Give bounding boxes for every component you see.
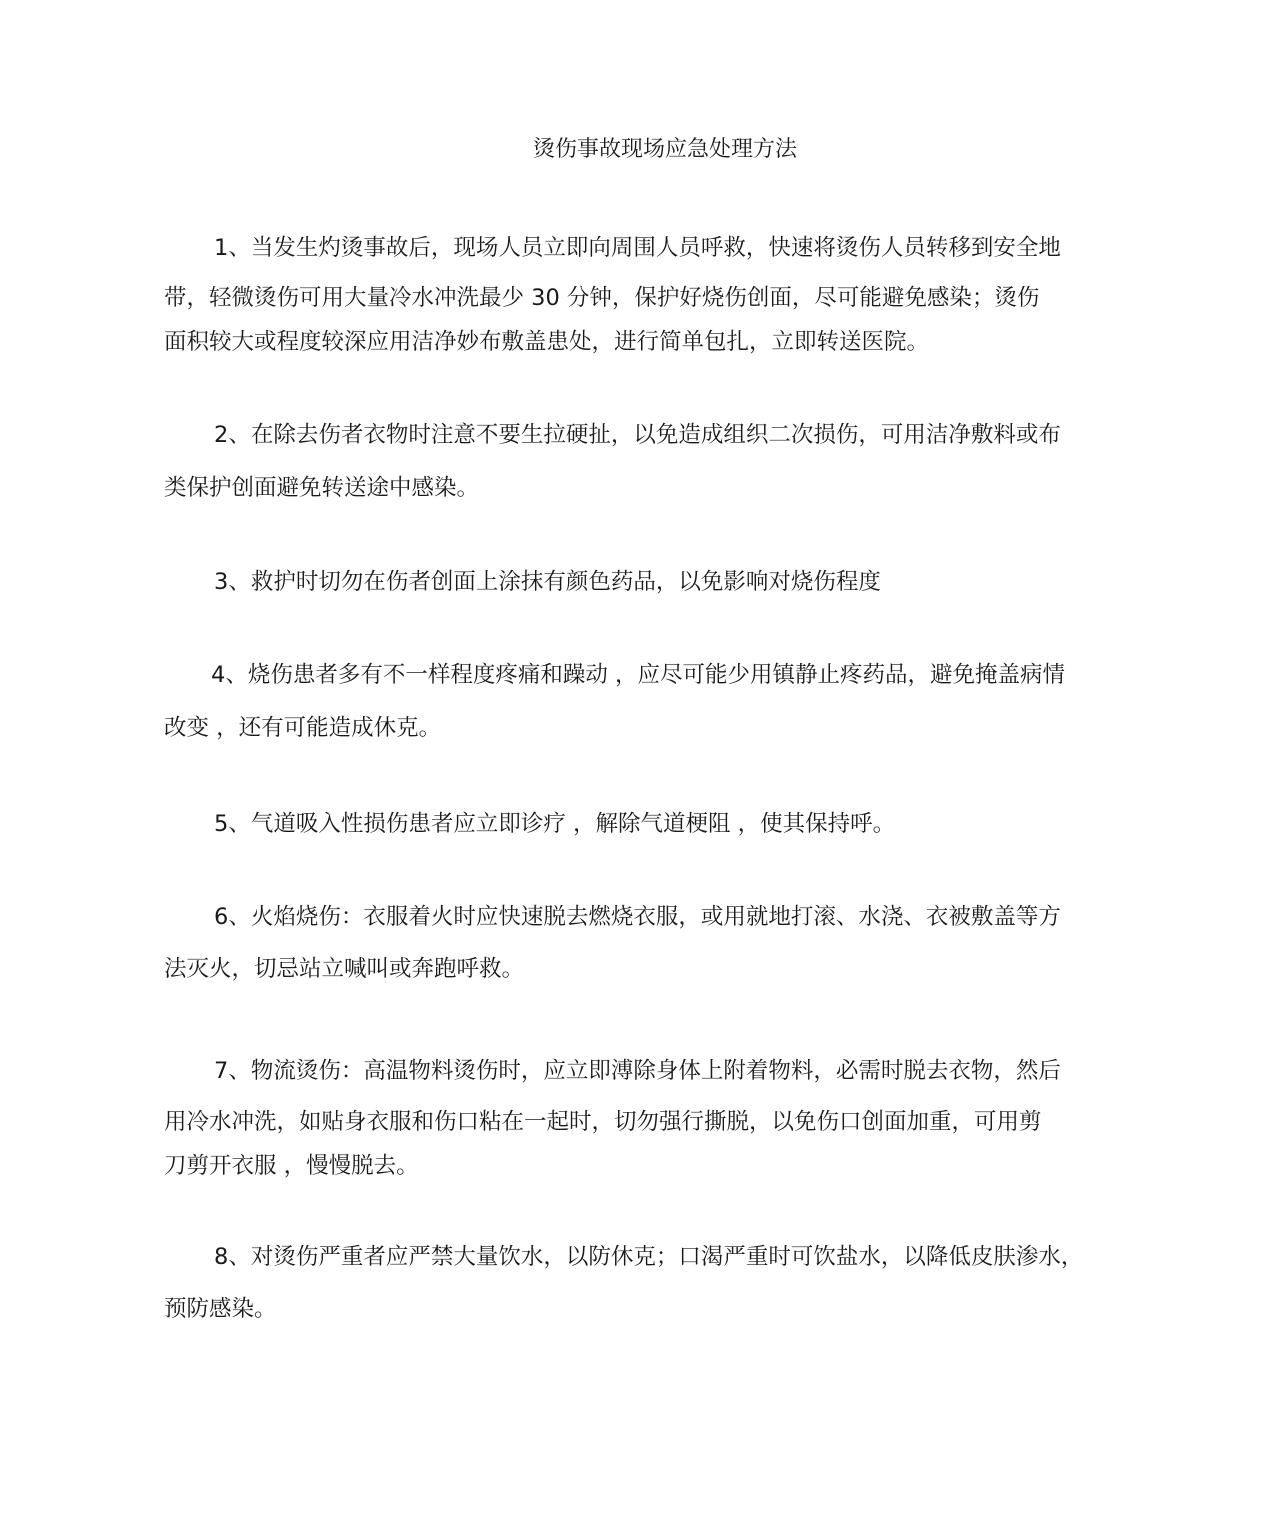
text-line: 面积较大或程度较深应用洁净妙布敷盖患处，进行简单包扎，立即转送医院。	[164, 329, 930, 355]
text-line: 预防感染。	[164, 1296, 277, 1322]
text-line: 3、救护时切勿在伤者创面上涂抹有颜色药品，以免影响对烧伤程度	[214, 569, 881, 595]
text-line: 8、对烫伤严重者应严禁大量饮水，以防休克；口渴严重时可饮盐水，以降低皮肤渗水，	[214, 1244, 1084, 1270]
text-line: 改变 ，还有可能造成休克。	[164, 715, 442, 741]
text-line: 5、气道吸入性损伤患者应立即诊疗 ，解除气道梗阻 ，使其保持呼。	[214, 811, 896, 837]
text-line: 1、当发生灼烫事故后，现场人员立即向周围人员呼救，快速将烫伤人员转移到安全地	[214, 235, 1061, 261]
text-line: 用冷水冲洗，如贴身衣服和伤口粘在一起时，切勿强行撕脱，以免伤口创面加重，可用剪	[164, 1109, 1042, 1135]
text-line: 6、火焰烧伤：衣服着火时应快速脱去燃烧衣服，或用就地打滚、水浇、衣被敷盖等方	[214, 904, 1061, 930]
text-line: 刀剪开衣服 ，慢慢脱去。	[164, 1153, 419, 1179]
text-line: 2、在除去伤者衣物时注意不要生拉硬扯，以免造成组织二次损伤，可用洁净敷料或布	[214, 422, 1061, 448]
document-title: 烫伤事故现场应急处理方法	[532, 137, 797, 162]
text-line: 带，轻微烫伤可用大量冷水冲洗最少 30 分钟，保护好烧伤创面，尽可能避免感染；烫伤	[164, 285, 1040, 311]
text-line: 4、烧伤患者多有不一样程度疼痛和躁动 ，应尽可能少用镇静止疼药品，避免掩盖病情	[211, 662, 1065, 688]
text-line: 类保护创面避免转送途中感染。	[164, 475, 480, 501]
text-line: 7、物流烫伤：高温物料烫伤时，应立即溥除身体上附着物料，必需时脱去衣物，然后	[214, 1058, 1061, 1084]
text-line: 法灭火，切忌站立喊叫或奔跑呼救。	[164, 956, 525, 982]
